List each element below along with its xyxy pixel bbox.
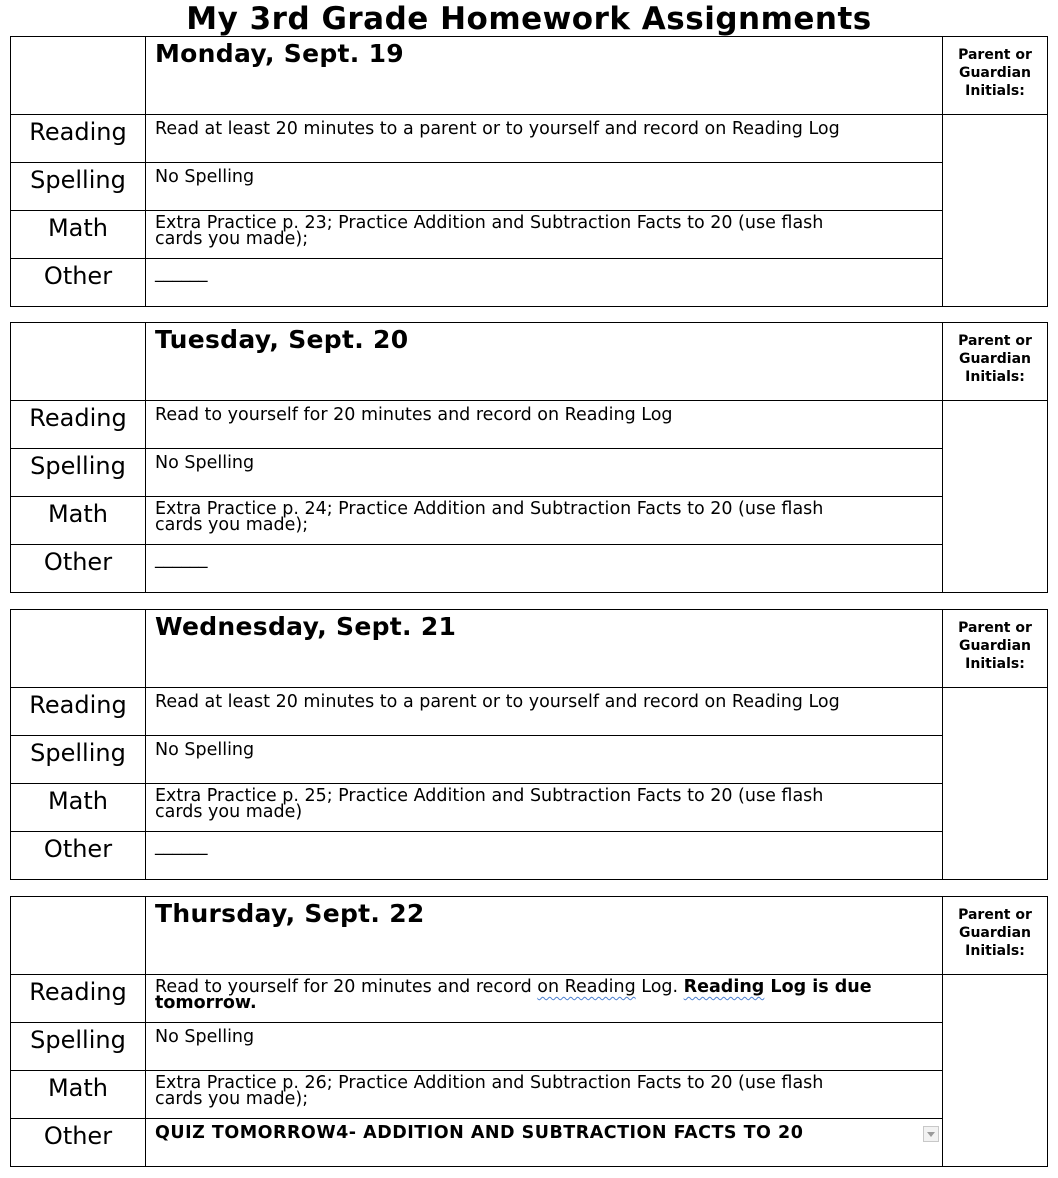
subject-reading: Reading xyxy=(29,118,127,146)
subject-math: Math xyxy=(47,1074,109,1102)
reading-task: Read to yourself for 20 minutes and record on Reading Log xyxy=(155,405,673,425)
day-block-tuesday xyxy=(10,322,1047,593)
subject-math: Math xyxy=(47,500,109,528)
subject-other: Other xyxy=(43,835,113,863)
day-heading: Monday, Sept. 19 xyxy=(155,39,405,68)
day-table xyxy=(10,896,1048,1167)
math-task: Extra Practice p. 23; Practice Addition and Subtraction Facts to 20 (use flash cards you made); xyxy=(155,213,824,249)
day-heading-cell xyxy=(146,610,943,688)
subject-reading: Reading xyxy=(29,404,127,432)
spellcheck-underline: Reading xyxy=(683,977,765,997)
initials-box[interactable] xyxy=(943,115,1048,307)
subject-reading: Reading xyxy=(29,691,127,719)
day-block-wednesday xyxy=(10,609,1047,880)
subject-math: Math xyxy=(47,214,109,242)
spelling-task: No Spelling xyxy=(155,1027,255,1047)
reading-task: Read at least 20 minutes to a parent or to yourself and record on Reading Log xyxy=(155,692,840,712)
page-title: My 3rd Grade Homework Assignments xyxy=(186,1,872,37)
subject-other: Other xyxy=(43,1122,113,1150)
reading-task: Read to yourself for 20 minutes and record on Reading Log. Reading Log is due tomorrow. xyxy=(155,977,872,1013)
math-task: Extra Practice p. 25; Practice Addition and Subtraction Facts to 20 (use flash cards you made) xyxy=(155,786,824,822)
day-heading-cell xyxy=(146,37,943,115)
day-heading: Tuesday, Sept. 20 xyxy=(155,325,409,354)
day-block-monday xyxy=(10,36,1047,307)
subject-other: Other xyxy=(43,548,113,576)
initials-box[interactable] xyxy=(943,688,1048,880)
subject-spelling: Spelling xyxy=(30,1026,126,1054)
initials-header-cell xyxy=(943,897,1048,975)
corner-cell xyxy=(11,610,146,688)
day-table xyxy=(10,322,1048,593)
day-heading-cell xyxy=(146,897,943,975)
spelling-task: No Spelling xyxy=(155,453,255,473)
subject-spelling: Spelling xyxy=(30,166,126,194)
initials-label: Parent or Guardian Initials: xyxy=(958,333,1032,385)
initials-header-cell xyxy=(943,37,1048,115)
reading-task: Read at least 20 minutes to a parent or to yourself and record on Reading Log xyxy=(155,119,840,139)
subject-spelling: Spelling xyxy=(30,739,126,767)
subject-math: Math xyxy=(47,787,109,815)
day-table xyxy=(10,609,1048,880)
initials-box[interactable] xyxy=(943,401,1048,593)
corner-cell xyxy=(11,323,146,401)
subject-other: Other xyxy=(43,262,113,290)
other-task: ______ xyxy=(155,836,208,856)
spelling-task: No Spelling xyxy=(155,167,255,187)
math-task: Extra Practice p. 24; Practice Addition and Subtraction Facts to 20 (use flash cards you made); xyxy=(155,499,824,535)
initials-header-cell xyxy=(943,323,1048,401)
subject-reading: Reading xyxy=(29,978,127,1006)
other-task: ______ xyxy=(155,549,208,569)
initials-label: Parent or Guardian Initials: xyxy=(958,47,1032,99)
math-task: Extra Practice p. 26; Practice Addition and Subtraction Facts to 20 (use flash cards you made); xyxy=(155,1073,824,1109)
corner-cell xyxy=(11,897,146,975)
spelling-task: No Spelling xyxy=(155,740,255,760)
day-heading: Wednesday, Sept. 21 xyxy=(155,612,457,641)
day-block-thursday xyxy=(10,896,1047,1167)
initials-header-cell xyxy=(943,610,1048,688)
initials-box[interactable] xyxy=(943,975,1048,1167)
day-table xyxy=(10,36,1048,307)
dropdown-arrow-icon[interactable] xyxy=(923,1126,939,1142)
day-heading-cell xyxy=(146,323,943,401)
other-task: QUIZ TOMORROW4- ADDITION AND SUBTRACTION FACTS TO 20 xyxy=(146,1119,942,1144)
corner-cell xyxy=(11,37,146,115)
day-heading: Thursday, Sept. 22 xyxy=(155,899,425,928)
initials-label: Parent or Guardian Initials: xyxy=(958,907,1032,959)
spellcheck-underline: on Reading xyxy=(537,977,636,997)
other-task: ______ xyxy=(155,263,208,283)
subject-spelling: Spelling xyxy=(30,452,126,480)
initials-label: Parent or Guardian Initials: xyxy=(958,620,1032,672)
